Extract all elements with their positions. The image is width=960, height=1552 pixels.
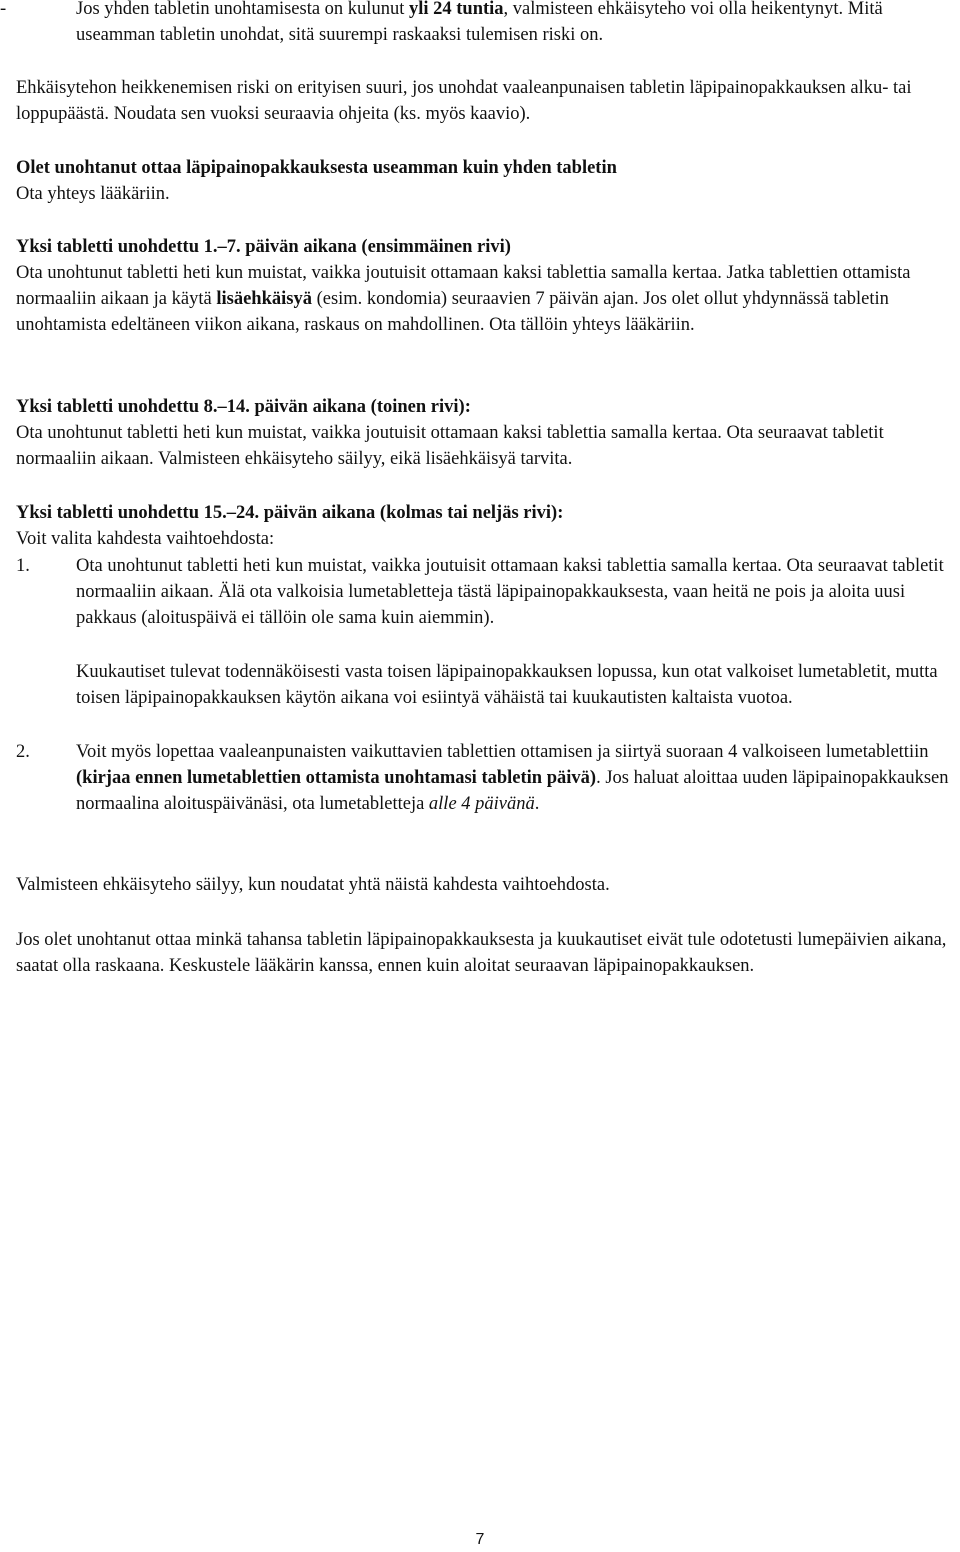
section-heading: Olet unohtanut ottaa läpipainopakkauksesta useamman kuin yhden tabletin	[16, 158, 617, 178]
bullet-marker: -	[0, 0, 7, 19]
section-intro: Voit valita kahdesta vaihtoehdosta:	[16, 529, 275, 549]
section-days-8-14	[16, 394, 956, 472]
bullet-text: Jos yhden tabletin unohtamisesta on kulunut yli 24 tuntia, valmisteen ehkäisyteho voi olla heikentynyt. Mitä useamman tabletin unohdat, sitä suurempi raskaaksi tulemisen riski on.	[76, 0, 883, 45]
page-number: 7	[475, 1531, 485, 1548]
section-days-15-24	[16, 500, 956, 552]
section-text: Ota unohtunut tabletti heti kun muistat, vaikka joutuisit ottamaan kaksi tablettia samalla kertaa. Jatka tablettien ottamista normaaliin aikaan ja käytä lisäehkäisyä (esim. kondomia) seuraavien 7 päivän ajan. Jos olet ollut yhdynnässä tabletin unohtamista edeltäneen viikon aikana, raskaus on mahdollinen. Ota tällöin yhteys lääkäriin.	[16, 263, 911, 335]
efficacy-paragraph: Valmisteen ehkäisyteho säilyy, kun noudatat yhtä näistä kahdesta vaihtoehdosta.	[16, 875, 610, 895]
section-days-1-7	[16, 234, 956, 338]
option-text: Voit myös lopettaa vaaleanpunaisten vaikuttavien tablettien ottamisen ja siirtyä suoraan 4 valkoiseen lumetablettiin (kirjaa ennen lumetablettien ottamista unohtamasi tabletin päivä). Jos haluat aloittaa uuden läpipainopakkauksen normaalina aloituspäivänäsi, ota lumetabletteja alle 4 päivänä.	[76, 742, 949, 814]
section-heading: Yksi tabletti unohdettu 8.–14. päivän aikana (toinen rivi):	[16, 397, 471, 417]
risk-paragraph: Ehkäisytehon heikkenemisen riski on erityisen suuri, jos unohdat vaaleanpunaisen tabletin läpipainopakkauksen alku- tai loppupäästä. Noudata sen vuoksi seuraavia ohjeita (ks. myös kaavio).	[16, 78, 912, 124]
final-paragraph: Jos olet unohtanut ottaa minkä tahansa tabletin läpipainopakkauksesta ja kuukautiset eivät tule odotetusti lumepäivien aikana, saatat olla raskaana. Keskustele lääkärin kanssa, ennen kuin aloitat seuraavan läpipainopakkauksen.	[16, 930, 947, 976]
section-heading: Yksi tabletti unohdettu 1.–7. päivän aikana (ensimmäinen rivi)	[16, 237, 511, 257]
option-number: 1.	[16, 556, 30, 576]
section-heading: Yksi tabletti unohdettu 15.–24. päivän aikana (kolmas tai neljäs rivi):	[16, 503, 564, 523]
section-text: Ota yhteys lääkäriin.	[16, 184, 170, 204]
option-text: Ota unohtunut tabletti heti kun muistat, vaikka joutuisit ottamaan kaksi tablettia samalla kertaa. Ota seuraavat tabletit normaaliin aikaan. Älä ota valkoisia lumetabletteja tästä läpipainopakkauksesta, vaan heitä ne pois ja aloita uusi pakkaus (aloituspäivä ei tällöin ole sama kuin aiemmin).	[76, 556, 944, 628]
section-text: Ota unohtunut tabletti heti kun muistat, vaikka joutuisit ottamaan kaksi tablettia samalla kertaa. Ota seuraavat tabletit normaaliin aikaan. Valmisteen ehkäisyteho säilyy, eikä lisäehkäisyä tarvita.	[16, 423, 884, 469]
section-multiple-missed	[16, 155, 956, 207]
option-note: Kuukautiset tulevat todennäköisesti vasta toisen läpipainopakkauksen lopussa, kun otat valkoiset lumetabletit, mutta toisen läpipainopakkauksen käytön aikana voi esiintyä vähäistä tai kuukautisten kaltaista vuotoa.	[76, 662, 938, 708]
option-number: 2.	[16, 742, 30, 762]
